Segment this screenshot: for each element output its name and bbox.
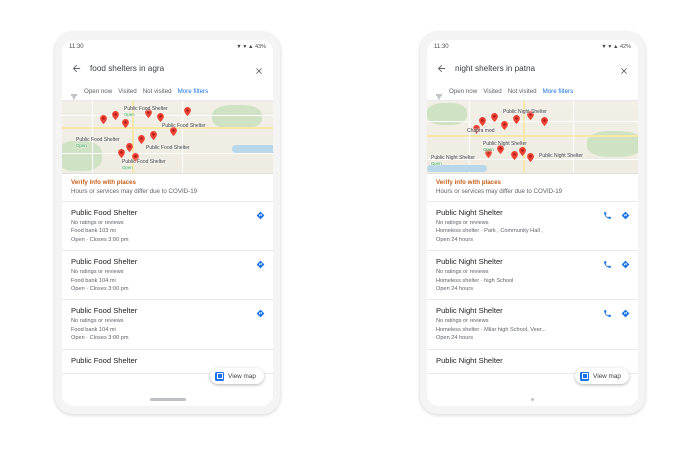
map-label-name: Public Food Shelter [122, 159, 166, 165]
status-bar [427, 40, 638, 53]
map-pin[interactable] [150, 131, 157, 140]
map-label-status: Open [483, 147, 494, 152]
list-item[interactable] [427, 202, 638, 251]
status-time: 11:30 [69, 43, 84, 50]
close-icon[interactable] [254, 63, 264, 73]
map-label-name: Public Night Shelter [483, 141, 527, 147]
result-ratings: No ratings or reviews [71, 220, 124, 226]
map-preview[interactable] [62, 101, 273, 174]
filter-chip-row[interactable] [62, 83, 273, 101]
list-item[interactable] [62, 251, 273, 300]
result-actions[interactable] [603, 211, 630, 220]
map-label [146, 145, 190, 151]
list-item[interactable] [62, 202, 273, 251]
map-pin[interactable] [100, 115, 107, 124]
map-label-name: Public Food Shelter [162, 123, 206, 129]
map-water [232, 145, 273, 153]
directions-icon[interactable] [621, 260, 630, 269]
search-bar[interactable] [62, 53, 273, 83]
result-detail: Food bank 103 mi [71, 228, 116, 235]
result-name: Public Food Shelter [71, 306, 138, 316]
map-water [427, 165, 487, 172]
result-name: Public Night Shelter [436, 306, 503, 316]
map-label [539, 153, 583, 159]
notice-subtitle: Hours or services may differ due to COVID-19 [71, 188, 198, 195]
close-icon[interactable] [619, 63, 629, 73]
filter-icon[interactable] [435, 88, 443, 96]
chip-not-visited[interactable]: Not visited [507, 88, 537, 95]
covid-notice [427, 174, 638, 202]
map-label-name: Public Night Shelter [503, 109, 547, 115]
result-name: Public Night Shelter [436, 355, 503, 365]
result-hours: Open · Closes 3:00 pm [71, 285, 129, 292]
phone-icon[interactable] [603, 211, 612, 220]
map-park [212, 105, 262, 129]
map-label [503, 109, 547, 115]
map-label [483, 141, 527, 152]
search-bar[interactable] [427, 53, 638, 83]
map-pin[interactable] [118, 149, 125, 158]
map-pin[interactable] [511, 151, 518, 160]
result-actions[interactable] [256, 260, 265, 269]
map-label [467, 129, 495, 135]
system-nav-bar[interactable] [427, 393, 638, 406]
map-pin[interactable] [138, 135, 145, 144]
back-arrow-icon[interactable] [436, 63, 447, 74]
status-time: 11:30 [434, 43, 449, 50]
result-actions[interactable] [256, 309, 265, 318]
result-hours: Open 24 hours [436, 335, 474, 342]
result-hours: Open 24 hours [436, 236, 474, 243]
status-indicators: ▼ ♥ ▲ 42% [601, 43, 631, 50]
list-item[interactable] [427, 300, 638, 349]
map-label-status: Open [124, 112, 135, 117]
phone-right [420, 32, 645, 414]
map-label-status: Open [431, 161, 442, 166]
system-nav-bar[interactable] [62, 393, 273, 406]
result-actions[interactable] [603, 260, 630, 269]
map-pin[interactable] [184, 107, 191, 116]
result-detail: Homeless shelter · Park , Community Hall , [436, 228, 543, 235]
phone-left [55, 32, 280, 414]
map-road [62, 153, 273, 154]
chip-not-visited[interactable]: Not visited [142, 88, 172, 95]
back-arrow-icon[interactable] [71, 63, 82, 74]
home-dot[interactable] [531, 398, 534, 401]
chip-more-filters[interactable]: More filters [177, 88, 209, 95]
view-map-label: View map [228, 372, 256, 380]
filter-chip-row[interactable] [427, 83, 638, 101]
directions-icon[interactable] [256, 211, 265, 220]
status-bar [62, 40, 273, 53]
result-ratings: No ratings or reviews [71, 269, 124, 276]
directions-icon[interactable] [621, 309, 630, 318]
result-name: Public Night Shelter [436, 257, 503, 267]
directions-icon[interactable] [256, 309, 265, 318]
result-ratings: No ratings or reviews [436, 269, 489, 276]
phone-icon[interactable] [603, 260, 612, 269]
result-name: Public Night Shelter [436, 208, 503, 217]
map-pin[interactable] [513, 115, 520, 124]
result-name: Public Food Shelter [71, 208, 138, 217]
filter-icon[interactable] [70, 88, 78, 96]
result-ratings: No ratings or reviews [436, 318, 489, 325]
chip-visited[interactable]: Visited [118, 88, 137, 95]
screen-left [62, 40, 273, 406]
result-detail: Food bank 104 mi [71, 326, 116, 333]
list-item[interactable] [62, 300, 273, 349]
chip-more-filters[interactable]: More filters [542, 88, 574, 95]
map-pin[interactable] [112, 111, 119, 120]
results-list[interactable] [427, 202, 638, 393]
chip-open-now[interactable]: Open now [449, 88, 478, 95]
result-ratings: No ratings or reviews [71, 318, 124, 325]
view-map-button[interactable] [210, 368, 264, 384]
results-list[interactable] [62, 202, 273, 393]
map-label [431, 155, 475, 166]
notice-title: Verify info with places [71, 179, 136, 186]
map-pin[interactable] [491, 113, 498, 122]
phone-icon[interactable] [603, 309, 612, 318]
map-label [122, 159, 166, 170]
chip-visited[interactable]: Visited [483, 88, 502, 95]
covid-notice [62, 174, 273, 202]
map-label-name: Public Night Shelter [431, 155, 475, 161]
map-label-name: Public Food Shelter [124, 106, 168, 112]
map-icon [215, 372, 224, 381]
map-road [573, 101, 574, 173]
result-actions[interactable] [256, 211, 265, 220]
map-label-name: Public Food Shelter [76, 137, 120, 143]
search-input[interactable]: food shelters in agra [90, 63, 165, 73]
result-ratings: No ratings or reviews [436, 220, 489, 226]
map-label-name: Public Food Shelter [146, 145, 190, 151]
map-label-name: Public Night Shelter [539, 153, 583, 159]
status-indicators: ▼ ♥ ▲ 43% [236, 43, 266, 50]
screen-right [427, 40, 638, 406]
view-map-button[interactable] [575, 368, 629, 384]
map-pin[interactable] [527, 153, 534, 162]
list-item[interactable] [427, 251, 638, 300]
chip-open-now[interactable]: Open now [84, 88, 113, 95]
result-name: Public Food Shelter [71, 257, 138, 267]
map-road [427, 121, 638, 122]
directions-icon[interactable] [621, 211, 630, 220]
map-pin[interactable] [501, 121, 508, 130]
map-pin[interactable] [541, 117, 548, 126]
map-pin[interactable] [479, 117, 486, 126]
map-road [427, 135, 638, 137]
map-preview[interactable] [427, 101, 638, 174]
notice-subtitle: Hours or services may differ due to COVID-19 [436, 188, 563, 195]
notice-title: Verify info with places [436, 179, 501, 186]
map-label-name: Chapra mod [467, 128, 495, 134]
map-label-status: Open [122, 165, 133, 170]
directions-icon[interactable] [256, 260, 265, 269]
map-label [162, 123, 206, 129]
result-actions[interactable] [603, 309, 630, 318]
search-input[interactable]: night shelters in patna [455, 63, 536, 73]
map-label-status: Open [76, 143, 87, 148]
result-hours: Open · Closes 3:00 pm [71, 236, 129, 243]
map-pin[interactable] [122, 119, 129, 128]
map-label [124, 106, 168, 117]
result-hours: Open · Closes 3:00 pm [71, 335, 129, 342]
map-pin[interactable] [126, 143, 133, 152]
map-label [76, 137, 120, 148]
result-detail: Food bank 104 mi [71, 277, 116, 284]
result-detail: Homeless shelter · high School [436, 277, 514, 284]
view-map-label: View map [593, 372, 621, 380]
result-detail: Homeless shelter · Milar high School, Veer... [436, 326, 547, 333]
result-hours: Open 24 hours [436, 285, 474, 292]
map-icon [580, 372, 589, 381]
home-pill[interactable] [150, 398, 186, 401]
result-name: Public Food Shelter [71, 355, 138, 365]
